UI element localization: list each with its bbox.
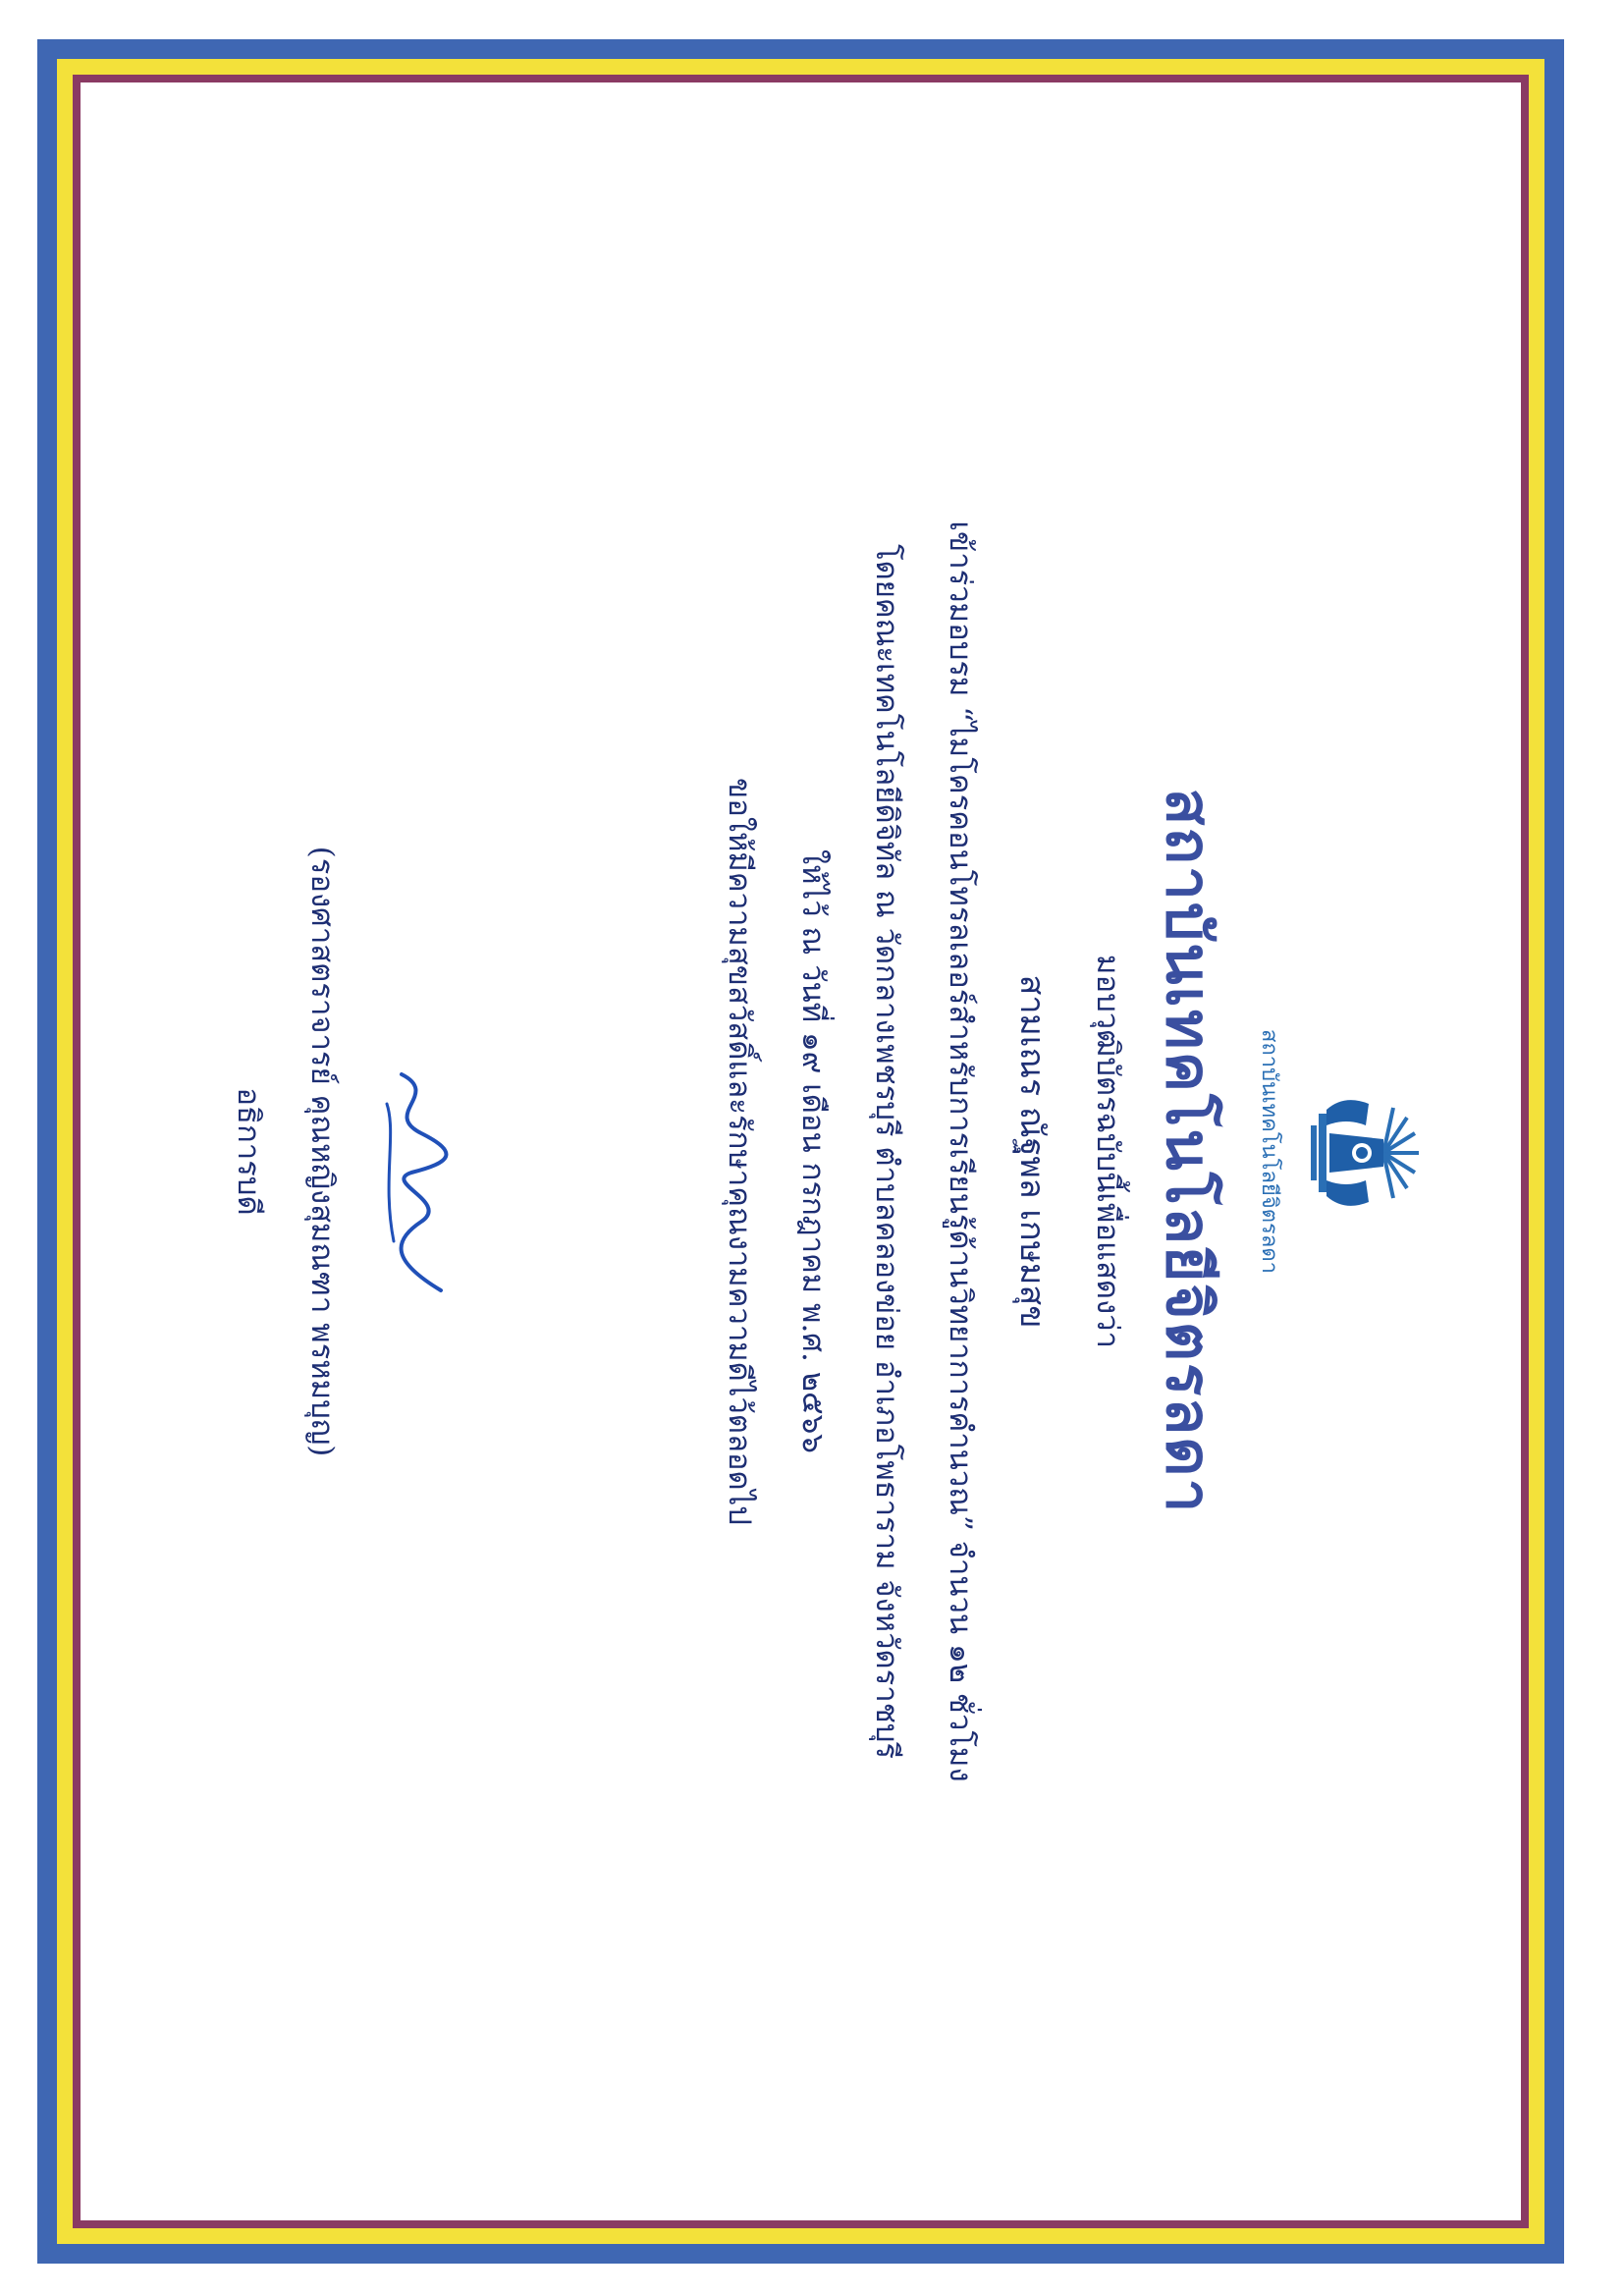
handwritten-signature bbox=[362, 1065, 480, 1300]
blessing-text: ขอให้มีความสุขสวัสดิ์และรักษาคุณงามความดีไว้ตลอดไป bbox=[722, 778, 757, 1525]
institute-emblem-icon bbox=[1295, 1074, 1423, 1231]
certificate-title: สถาบันเทคโนโลยีจิตรลดา bbox=[1153, 788, 1224, 1515]
emblem-caption: สถาบันเทคโนโลยีจิตรลดา bbox=[1257, 1028, 1281, 1274]
certificate-intro: มอบวุฒิบัตรฉบับนี้เพื่อแสดงว่า bbox=[1090, 955, 1125, 1348]
signer-title: อธิการบดี bbox=[231, 1087, 266, 1216]
certificate-content bbox=[81, 82, 1521, 2220]
recipient-name: สามเณร ณัฐพล เกษมสุข bbox=[1012, 974, 1052, 1329]
signer-name: (รองศาสตราจารย์ คุณหญิงสุมณฑา พรหมบุญ) bbox=[304, 846, 340, 1457]
course-attended: เข้าร่วมอบรม “ไมโครคอนโทรลเลอร์สำหรับการเรียนรู้ด้านวิทยาการคำนวณ” จำนวน ๑๒ ชั่วโมง bbox=[943, 520, 978, 1782]
organizer-location: โดยคณะเทคโนโลยีดิจิทัล ณ วัดกลางเพชรบุรี ตำบลคลองข่อย อำเภอโพธาราม จังหวัดราชบุรี bbox=[869, 543, 904, 1760]
issue-date: ให้ไว้ ณ วันที่ ๑๙ เดือน กรกฎาคม พ.ศ. ๒๕๖๖ bbox=[795, 849, 831, 1453]
